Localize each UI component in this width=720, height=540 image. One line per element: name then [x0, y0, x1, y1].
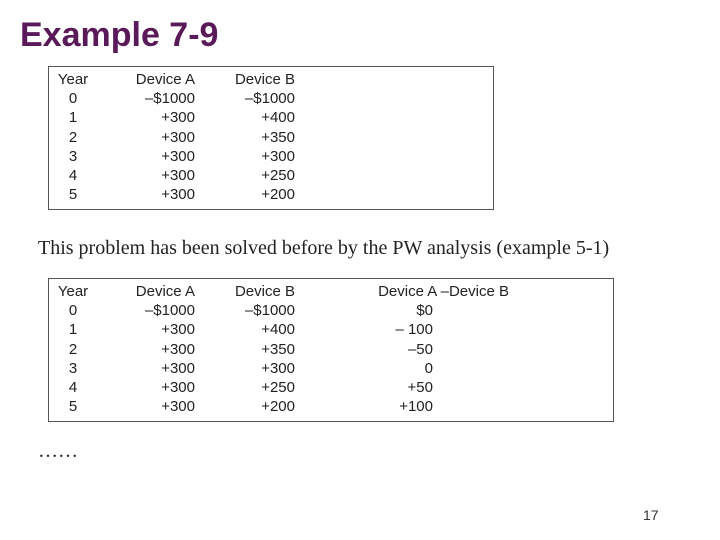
device-a-column [115, 70, 195, 204]
year-cell: 3 [68, 359, 78, 377]
column-header-year: Year [57, 283, 89, 300]
device-b-cell: +200 [261, 398, 295, 416]
device-b-cell: +300 [261, 147, 295, 165]
difference-cell: $0 [416, 302, 433, 320]
device-b-cell: +350 [261, 340, 295, 358]
year-column [53, 70, 93, 204]
difference-cell: 0 [424, 359, 433, 377]
device-a-cell: +300 [161, 359, 195, 377]
device-b-cell: +250 [261, 167, 295, 185]
cash-flow-table-1 [48, 66, 494, 210]
year-cell: 4 [68, 167, 78, 185]
device-a-cell: +300 [161, 321, 195, 339]
device-a-cell: +300 [161, 398, 195, 416]
year-cell: 2 [68, 340, 78, 358]
year-cell: 5 [68, 398, 78, 416]
device-b-cell: +300 [261, 359, 295, 377]
difference-cell: +50 [407, 379, 433, 397]
device-a-cell: +300 [161, 109, 195, 127]
slide-title: Example 7-9 [20, 16, 219, 54]
column-header-device-b: Device B [234, 283, 295, 300]
device-b-cell: +400 [261, 321, 295, 339]
device-b-cell: –$1000 [244, 90, 295, 108]
year-cell: 1 [68, 109, 78, 127]
ellipsis-text: …… [38, 440, 78, 462]
column-header-difference: Device A –Device B [378, 283, 509, 300]
year-cell: 0 [68, 302, 78, 320]
column-header-device-b: Device B [234, 71, 295, 88]
device-a-cell: +300 [161, 186, 195, 204]
device-b-column [215, 70, 295, 204]
year-cell: 5 [68, 186, 78, 204]
year-column [53, 282, 93, 416]
column-header-device-a: Device A [135, 283, 195, 300]
device-b-cell: +350 [261, 128, 295, 146]
year-cell: 2 [68, 128, 78, 146]
device-a-cell: +300 [161, 340, 195, 358]
device-b-cell: +250 [261, 379, 295, 397]
device-b-cell: –$1000 [244, 302, 295, 320]
device-a-cell: +300 [161, 167, 195, 185]
device-a-cell: –$1000 [144, 302, 195, 320]
column-header-year: Year [57, 71, 89, 88]
year-cell: 4 [68, 379, 78, 397]
device-b-cell: +400 [261, 109, 295, 127]
device-a-cell: –$1000 [144, 90, 195, 108]
difference-cell: +100 [399, 398, 433, 416]
device-a-cell: +300 [161, 379, 195, 397]
year-cell: 3 [68, 147, 78, 165]
slide-subtitle: This problem has been solved before by the PW analysis (example 5-1) [38, 237, 610, 259]
difference-column [349, 282, 509, 416]
device-a-column [115, 282, 195, 416]
page-number: 17 [643, 507, 659, 523]
column-header-device-a: Device A [135, 71, 195, 88]
difference-cell: – 100 [395, 321, 433, 339]
cash-flow-table-2 [48, 278, 614, 422]
device-b-cell: +200 [261, 186, 295, 204]
device-b-column [215, 282, 295, 416]
device-a-cell: +300 [161, 128, 195, 146]
difference-cell: –50 [407, 340, 433, 358]
device-a-cell: +300 [161, 147, 195, 165]
year-cell: 0 [68, 90, 78, 108]
year-cell: 1 [68, 321, 78, 339]
